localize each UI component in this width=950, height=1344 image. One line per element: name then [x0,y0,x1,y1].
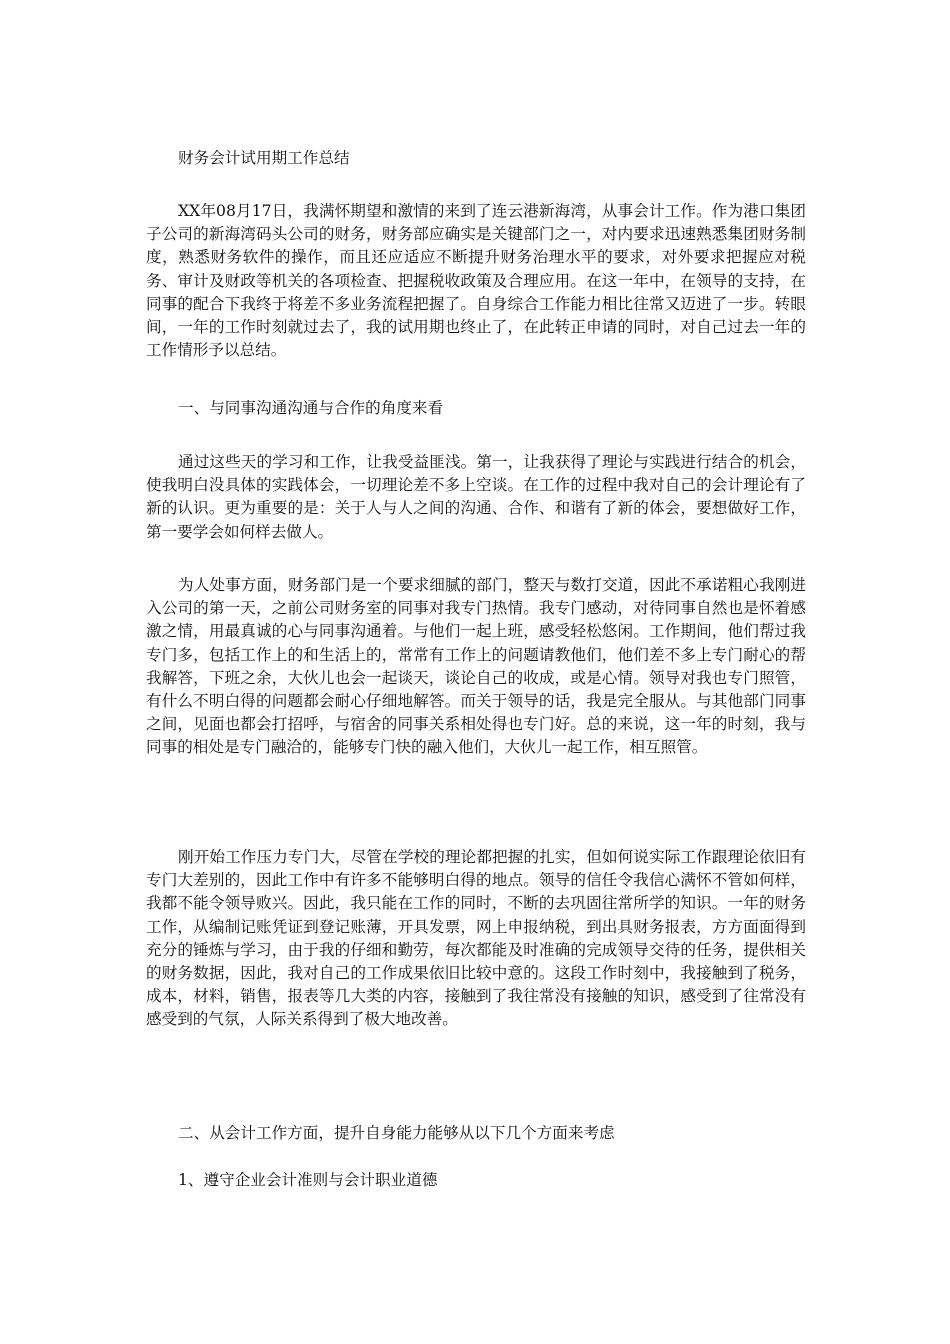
section-heading-1: 一、与同事沟通沟通与合作的角度来看 [178,399,444,417]
document-title: 财务会计试用期工作总结 [178,149,350,167]
paragraph-work-pressure: 刚开始工作压力专门大，尽管在学校的理论都把握的扎实，但如何说实际工作跟理论依旧有专门大差别的，因此工作中有许多不能够明白得的地点。领导的信任令我信心满怀不管如何样，我都不能令领导败兴。因此，我只能在工作的同时，不断的去巩固往常所学的知识。一年的财务工作，从编制记账凭证到登记账薄，开具发票，网上申报纳税，到出具财务报表，方方面面得到充分的锤炼与学习，由于我的仔细和勤劳，每次都能及时准确的完成领导交待的任务，提供相关的财务数据，因此，我对自己的工作成果依旧比较中意的。这段工作时刻中，我接触到了税务，成本，材料，销售，报表等几大类的内容，接触到了我往常没有接触的知识，感受到了往常没有感受到的气氛，人际关系得到了极大地改善。 [146,848,806,1029]
list-item-1: 1、遵守企业会计准则与会计职业道德 [178,1171,438,1189]
paragraph-intro: XX年08月17日，我满怀期望和激情的来到了连云港新海湾，从事会计工作。作为港口集团子公司的新海湾码头公司的财务，财务部应确实是关键部门之一，对内要求迅速熟悉集团财务制度，熟悉财务软件的操作，而且还应适应不断提升财务治理水平的要求，对外要求把握应对税务、审计及财政等机关的各项检查、把握税收政策及合理应用。在这一年中，在领导的支持，在同事的配合下我终于将差不多业务流程把握了。自身综合工作能力相比往常又迈进了一步。转眼间，一年的工作时刻就过去了，我的试用期也终止了，在此转正申请的同时，对自己过去一年的工作情形予以总结。 [146,202,806,360]
section-heading-2: 二、从会计工作方面，提升自身能力能够从以下几个方面来考虑 [178,1124,615,1142]
paragraph-communication: 通过这些天的学习和工作，让我受益匪浅。第一，让我获得了理论与实践进行结合的机会，使我明白没具体的实践体会，一切理论差不多上空谈。在工作的过程中我对自己的会计理论有了新的认识。更为重要的是：关于人与人之间的沟通、合作、和谐有了新的体会，要想做好工作，第一要学会如何样去做人。 [146,453,806,541]
paragraph-interpersonal: 为人处事方面，财务部门是一个要求细腻的部门，整天与数打交道，因此不承诺粗心我刚进入公司的第一天，之前公司财务室的同事对我专门热情。我专门感动，对待同事自然也是怀着感激之情，用最真诚的心与同事沟通着。与他们一起上班，感受轻松悠闲。工作期间，他们帮过我专门多，包括工作上的和生活上的，常常有工作上的问题请教他们，他们差不多上专门耐心的帮我解答，下班之余，大伙儿也会一起谈天，谈论自己的收成，或是心情。领导对我也专门照管，有什么不明白得的问题都会耐心仔细地解答。而关于领导的话，我是完全服从。与其他部门同事之间，见面也都会打招呼，与宿舍的同事关系相处得也专门好。总的来说，这一年的时刻，我与同事的相处是专门融洽的，能够专门快的融入他们，大伙儿一起工作，相互照管。 [146,576,806,757]
